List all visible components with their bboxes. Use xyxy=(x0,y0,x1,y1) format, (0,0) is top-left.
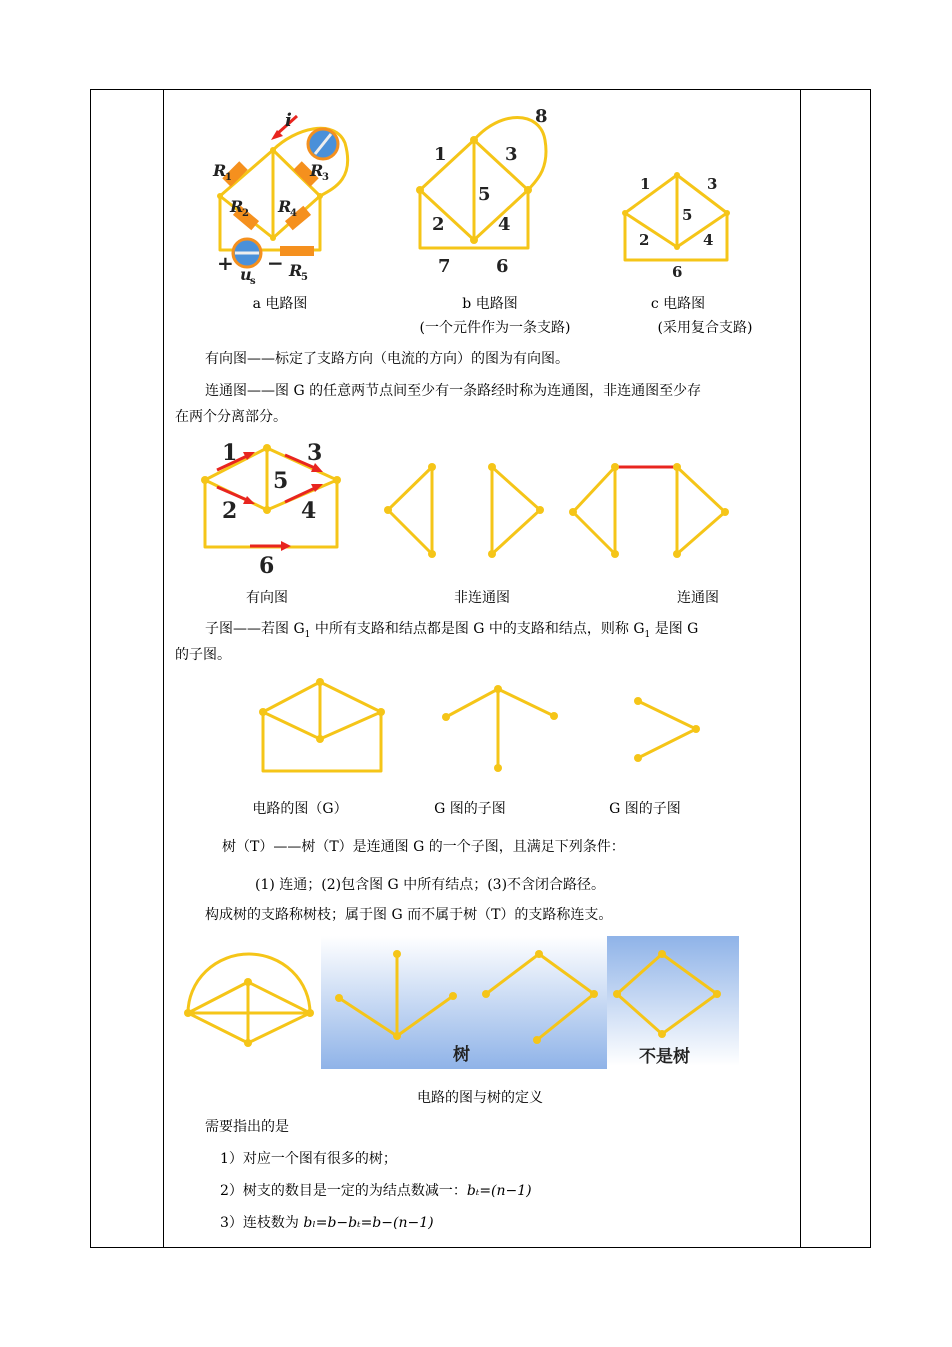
caption-subgraph-1: G 图的子图 xyxy=(434,801,506,817)
directed-5: 5 xyxy=(273,468,289,494)
note-2-formula: bₜ=(n−1) xyxy=(466,1183,532,1199)
directed-6: 6 xyxy=(259,553,275,579)
plus-sign: + xyxy=(217,251,234,275)
para-connected-2: 在两个分离部分。 xyxy=(175,409,287,425)
branch-c5: 5 xyxy=(682,206,693,224)
branch-c2: 2 xyxy=(639,231,650,249)
branch-7: 7 xyxy=(438,256,451,277)
minus-sign: − xyxy=(267,251,284,275)
para-tree-conditions: (1) 连通；(2)包含图 G 中所有结点；(3)不含闭合路径。 xyxy=(255,877,606,893)
directed-4: 4 xyxy=(301,498,317,524)
para-subgraph-1s: 1 xyxy=(304,629,311,640)
note-intro: 需要指出的是 xyxy=(205,1119,289,1135)
para-branches: 构成树的支路称树枝；属于图 G 而不属于树（T）的支路称连支。 xyxy=(205,907,613,923)
caption-b-sub: (一个元件作为一条支路) xyxy=(419,320,571,336)
disconnected-graph xyxy=(380,462,550,562)
subgraph-2 xyxy=(630,696,710,766)
table-divider-right xyxy=(800,89,801,1247)
branch-5: 5 xyxy=(478,184,491,205)
para-tree: 树（T）——树（T）是连通图 G 的一个子图，且满足下列条件： xyxy=(222,839,625,855)
branch-c4: 4 xyxy=(703,231,714,249)
para-connected-1: 连通图——图 G 的任意两节点间至少有一条路经时称为连通图，非连通图至少存 xyxy=(205,383,702,399)
para-subgraph-1 xyxy=(205,618,698,646)
r4-sub: 4 xyxy=(290,208,297,219)
branch-c3: 3 xyxy=(707,175,718,193)
r5-sub: 5 xyxy=(301,272,308,283)
circuit-graph-b xyxy=(410,100,560,280)
caption-directed: 有向图 xyxy=(246,590,288,606)
branch-3: 3 xyxy=(505,144,518,165)
caption-graph-g: 电路的图（G） xyxy=(252,801,348,817)
directed-1: 1 xyxy=(222,440,238,466)
branch-c6: 6 xyxy=(672,263,683,281)
directed-graph xyxy=(195,440,355,580)
table-divider-left xyxy=(163,89,164,1247)
r2-label: R xyxy=(230,197,244,216)
note-2-text: 2）树支的数目是一定的为结点数减一： xyxy=(220,1183,467,1199)
para-subgraph-1a: 子图——若图 G xyxy=(205,621,305,637)
circuit-diagram-a xyxy=(205,108,365,288)
caption-b: b 电路图 xyxy=(462,296,518,312)
connected-graph xyxy=(565,462,735,562)
r1-sub: 1 xyxy=(225,172,232,183)
branch-1: 1 xyxy=(434,144,447,165)
r2-sub: 2 xyxy=(242,208,249,219)
r5-label: R xyxy=(289,261,303,280)
note-1: 1）对应一个图有很多的树； xyxy=(220,1151,397,1167)
note-2 xyxy=(220,1180,532,1202)
subgraph-1 xyxy=(440,684,560,774)
r3-sub: 3 xyxy=(322,172,329,183)
current-label: i xyxy=(285,110,292,131)
caption-a: a 电路图 xyxy=(252,296,308,312)
para-subgraph-1s2: 1 xyxy=(644,629,651,640)
tree-label: 树 xyxy=(453,1045,470,1065)
branch-4: 4 xyxy=(498,214,511,235)
r4-label: R xyxy=(278,197,292,216)
branch-6: 6 xyxy=(496,256,509,277)
para-directed: 有向图——标定了支路方向（电流的方向）的图为有向图。 xyxy=(205,351,569,367)
us-sub: s xyxy=(250,276,256,287)
graph-semicircle xyxy=(180,950,320,1050)
para-subgraph-1b: 中所有支路和结点都是图 G 中的支路和结点，则称 G xyxy=(310,621,645,637)
not-tree-panel xyxy=(607,936,739,1066)
branch-c1: 1 xyxy=(640,175,651,193)
para-subgraph-2: 的子图。 xyxy=(175,647,231,663)
trees-panel xyxy=(321,936,607,1069)
note-3-text: 3）连枝数为 xyxy=(220,1215,299,1231)
directed-2: 2 xyxy=(222,498,238,524)
note-3-formula: bₗ=b−bₜ=b−(n−1) xyxy=(303,1215,434,1231)
r1-label: R xyxy=(213,161,227,180)
graph-g xyxy=(255,676,395,776)
caption-disconnected: 非连通图 xyxy=(454,590,510,606)
directed-3: 3 xyxy=(307,440,323,466)
circuit-graph-c xyxy=(615,165,745,285)
branch-2: 2 xyxy=(432,214,445,235)
r3-label: R xyxy=(310,161,324,180)
us-label: u xyxy=(240,265,252,284)
caption-tree-definition: 电路的图与树的定义 xyxy=(417,1090,543,1106)
caption-connected: 连通图 xyxy=(677,590,719,606)
note-3 xyxy=(220,1212,434,1234)
caption-subgraph-2: G 图的子图 xyxy=(609,801,681,817)
caption-c-sub: (采用复合支路) xyxy=(657,320,753,336)
not-tree-label: 不是树 xyxy=(639,1047,690,1067)
para-subgraph-1c: 是图 G xyxy=(650,621,699,637)
branch-8: 8 xyxy=(535,106,548,127)
caption-c: c 电路图 xyxy=(650,296,706,312)
